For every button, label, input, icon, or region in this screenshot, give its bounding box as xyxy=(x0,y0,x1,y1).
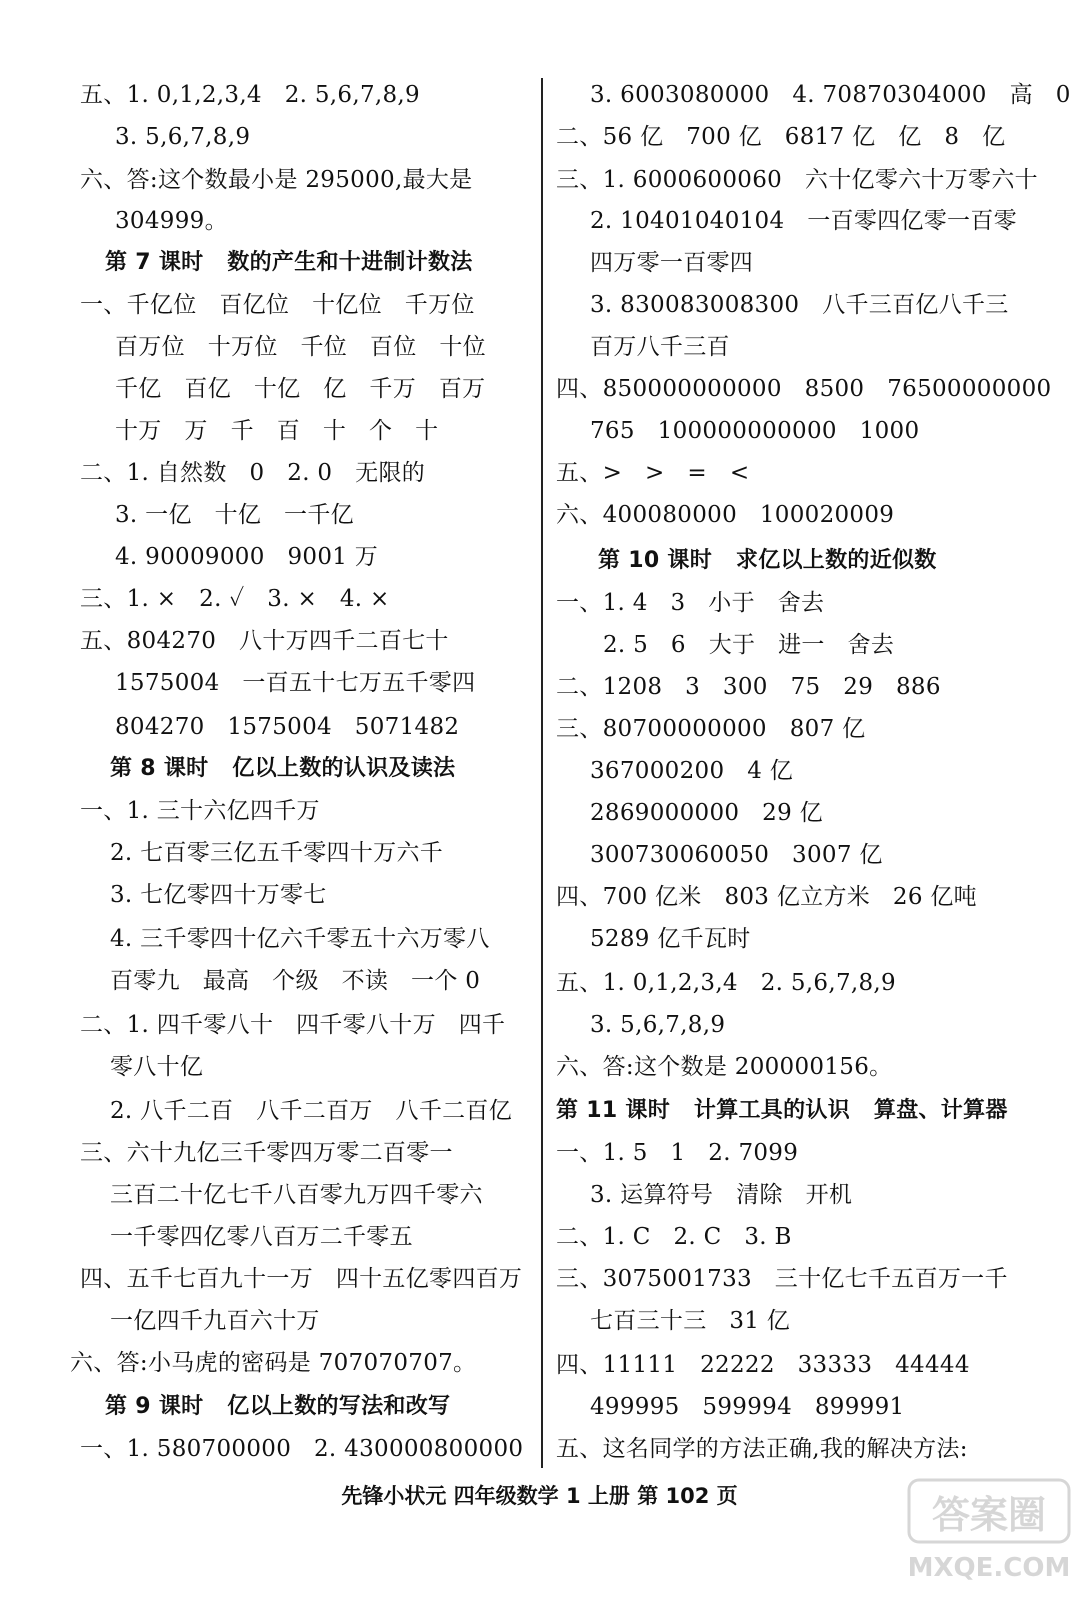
answer-line: 三百二十亿七千八百零九万四千零六 xyxy=(110,1182,483,1208)
answer-line: 六、答:小马虎的密码是 707070707。 xyxy=(70,1350,477,1376)
answer-line: 五、这名同学的方法正确,我的解决方法: xyxy=(556,1436,968,1462)
section-heading: 第 10 课时 求亿以上数的近似数 xyxy=(598,548,937,573)
answer-line: 2. 10401040104 一百零四亿零一百零 xyxy=(590,208,1017,234)
answer-line: 二、1. 四千零八十 四千零八十万 四千 xyxy=(80,1012,506,1038)
answer-line: 三、1. × 2. ✓ 3. × 4. × xyxy=(80,586,390,612)
answer-line: 百零九 最高 个级 不读 一个 0 xyxy=(110,968,481,994)
answer-line: 2. 八千二百 八千二百万 八千二百亿 xyxy=(110,1098,513,1124)
answer-line: 千亿 百亿 十亿 亿 千万 百万 xyxy=(115,376,486,402)
answer-line: 3. 七亿零四十万零七 xyxy=(110,882,327,908)
answer-line: 367000200 4 亿 xyxy=(590,758,794,784)
answer-line: 六、答:这个数最小是 295000,最大是 xyxy=(80,167,473,193)
answer-line: 300730060050 3007 亿 xyxy=(590,842,883,868)
answer-line: 二、1. 自然数 0 2. 0 无限的 xyxy=(80,460,426,486)
answer-line: 2869000000 29 亿 xyxy=(590,800,823,826)
answer-line: 1575004 一百五十七万五千零四 xyxy=(115,670,476,696)
answer-line: 一、1. 5 1 2. 7099 xyxy=(556,1140,799,1166)
answer-line: 四、11111 22222 33333 44444 xyxy=(556,1352,970,1378)
answer-line: 一亿四千九百六十万 xyxy=(110,1308,320,1334)
answer-line: 765 100000000000 1000 xyxy=(590,418,920,444)
answer-line: 三、六十九亿三千零四万零二百零一 xyxy=(80,1140,453,1166)
answer-line: 三、3075001733 三十亿七千五百万一千 xyxy=(556,1266,1008,1292)
section-heading: 第 8 课时 亿以上数的认识及读法 xyxy=(110,756,456,781)
answer-line: 六、400080000 100020009 xyxy=(556,502,895,528)
watermark-logo xyxy=(905,1470,1075,1590)
watermark-bottom-text: MXQE.COM xyxy=(907,1553,1071,1583)
answer-line: 二、1208 3 300 75 29 886 xyxy=(556,674,941,700)
answer-line: 3. 5,6,7,8,9 xyxy=(115,124,251,150)
answer-line: 五、> > = < xyxy=(556,460,750,486)
answer-line: 4. 90009000 9001 万 xyxy=(115,544,379,570)
answer-line: 3. 6003080000 4. 70870304000 高 0 xyxy=(590,82,1071,108)
answer-line: 二、1. C 2. C 3. B xyxy=(556,1224,792,1250)
section-heading: 第 9 课时 亿以上数的写法和改写 xyxy=(105,1394,451,1419)
answer-line: 五、1. 0,1,2,3,4 2. 5,6,7,8,9 xyxy=(80,82,420,108)
watermark-top-text: 答案圈 xyxy=(931,1493,1047,1537)
answer-line: 二、56 亿 700 亿 6817 亿 亿 8 亿 xyxy=(556,124,1006,150)
answer-line: 三、1. 6000600060 六十亿零六十万零六十 xyxy=(556,167,1038,193)
section-heading: 第 7 课时 数的产生和十进制计数法 xyxy=(105,250,473,275)
answer-line: 一、1. 三十六亿四千万 xyxy=(80,798,320,824)
answer-line: 304999。 xyxy=(115,208,228,234)
answer-line: 3. 5,6,7,8,9 xyxy=(590,1012,726,1038)
answer-line: 五、804270 八十万四千二百七十 xyxy=(80,628,449,654)
answer-line: 七百三十三 31 亿 xyxy=(590,1308,791,1334)
answer-line: 十万 万 千 百 十 个 十 xyxy=(115,418,439,444)
answer-line: 三、80700000000 807 亿 xyxy=(556,716,866,742)
answer-line: 2. 七百零三亿五千零四十万六千 xyxy=(110,840,444,866)
answer-line: 零八十亿 xyxy=(110,1054,204,1080)
answer-line: 3. 运算符号 清除 开机 xyxy=(590,1182,853,1208)
column-divider xyxy=(541,78,543,1468)
answer-line: 四、700 亿米 803 亿立方米 26 亿吨 xyxy=(556,884,977,910)
answer-line: 百万八千三百 xyxy=(590,334,730,360)
answer-line: 3. 830083008300 八千三百亿八千三 xyxy=(590,292,1009,318)
answer-line: 百万位 十万位 千位 百位 十位 xyxy=(115,334,486,360)
answer-line: 4. 三千零四十亿六千零五十六万零八 xyxy=(110,926,490,952)
answer-line: 499995 599994 899991 xyxy=(590,1394,905,1420)
answer-line: 2. 5 6 大于 进一 舍去 xyxy=(603,632,895,658)
answer-line: 一、千亿位 百亿位 十亿位 千万位 xyxy=(80,292,475,318)
answer-line: 5289 亿千瓦时 xyxy=(590,926,751,952)
answer-line: 804270 1575004 5071482 xyxy=(115,714,460,740)
answer-line: 四万零一百零四 xyxy=(590,250,754,276)
answer-line: 四、850000000000 8500 76500000000 xyxy=(556,376,1052,402)
section-heading: 第 11 课时 计算工具的认识 算盘、计算器 xyxy=(556,1098,1008,1123)
page-footer: 先锋小状元 四年级数学 1 上册 第 102 页 xyxy=(341,1484,738,1508)
answer-line: 五、1. 0,1,2,3,4 2. 5,6,7,8,9 xyxy=(556,970,896,996)
answer-line: 六、答:这个数是 200000156。 xyxy=(556,1054,893,1080)
answer-line: 一千零四亿零八百万二千零五 xyxy=(110,1224,413,1250)
answer-line: 3. 一亿 十亿 一千亿 xyxy=(115,502,354,528)
answer-line: 一、1. 4 3 小于 舍去 xyxy=(556,590,825,616)
answer-line: 一、1. 580700000 2. 430000800000 xyxy=(80,1436,524,1462)
answer-line: 四、五千七百九十一万 四十五亿零四百万 xyxy=(80,1266,523,1292)
